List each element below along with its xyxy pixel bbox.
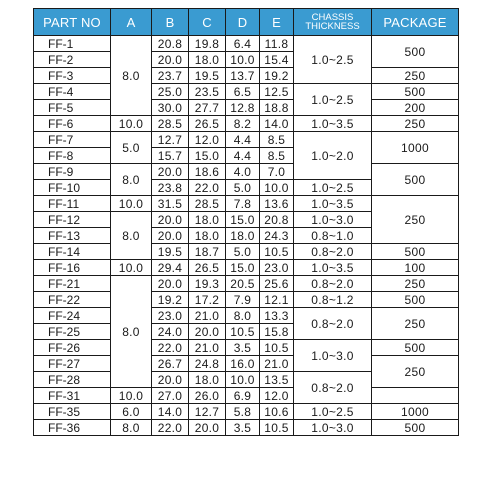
cell-e: 13.5 bbox=[260, 372, 294, 388]
cell-b: 20.0 bbox=[152, 212, 189, 228]
cell-part: FF-16 bbox=[34, 260, 111, 276]
cell-e: 23.0 bbox=[260, 260, 294, 276]
cell-chassis: 0.8~1.2 bbox=[294, 292, 372, 308]
cell-package: 250 bbox=[372, 308, 459, 340]
table-row bbox=[34, 116, 459, 132]
header-a: A bbox=[111, 9, 152, 36]
cell-e: 21.0 bbox=[260, 356, 294, 372]
cell-e: 18.8 bbox=[260, 100, 294, 116]
cell-c: 24.8 bbox=[189, 356, 226, 372]
cell-d: 13.7 bbox=[226, 68, 260, 84]
cell-c: 18.0 bbox=[189, 52, 226, 68]
cell-chassis: 0.8~2.0 bbox=[294, 372, 372, 404]
cell-a: 8.0 bbox=[111, 164, 152, 196]
cell-c: 21.0 bbox=[189, 340, 226, 356]
cell-b: 23.7 bbox=[152, 68, 189, 84]
cell-chassis: 1.0~2.5 bbox=[294, 84, 372, 116]
cell-b: 27.0 bbox=[152, 388, 189, 404]
cell-package: 250 bbox=[372, 276, 459, 292]
cell-c: 26.5 bbox=[189, 260, 226, 276]
cell-e: 13.3 bbox=[260, 308, 294, 324]
table-row bbox=[34, 340, 459, 356]
cell-package: 500 bbox=[372, 420, 459, 436]
cell-d: 15.0 bbox=[226, 260, 260, 276]
table-row bbox=[34, 356, 459, 372]
cell-c: 18.0 bbox=[189, 212, 226, 228]
cell-b: 20.8 bbox=[152, 36, 189, 52]
cell-e: 25.6 bbox=[260, 276, 294, 292]
cell-e: 15.4 bbox=[260, 52, 294, 68]
table-row bbox=[34, 404, 459, 420]
cell-d: 5.0 bbox=[226, 244, 260, 260]
cell-e: 15.8 bbox=[260, 324, 294, 340]
cell-d: 20.5 bbox=[226, 276, 260, 292]
cell-b: 25.0 bbox=[152, 84, 189, 100]
cell-e: 8.5 bbox=[260, 132, 294, 148]
cell-chassis: 0.8~1.0 bbox=[294, 228, 372, 244]
cell-c: 19.5 bbox=[189, 68, 226, 84]
cell-part: FF-3 bbox=[34, 68, 111, 84]
header-chassis-line1: CHASSIS bbox=[311, 12, 354, 23]
cell-b: 20.0 bbox=[152, 228, 189, 244]
cell-package: 500 bbox=[372, 340, 459, 356]
cell-a: 8.0 bbox=[111, 276, 152, 388]
cell-package: 1000 bbox=[372, 132, 459, 164]
cell-d: 3.5 bbox=[226, 340, 260, 356]
cell-c: 12.0 bbox=[189, 132, 226, 148]
table-row bbox=[34, 164, 459, 180]
cell-c: 17.2 bbox=[189, 292, 226, 308]
cell-c: 21.0 bbox=[189, 308, 226, 324]
cell-e: 12.5 bbox=[260, 84, 294, 100]
table-row bbox=[34, 100, 459, 116]
table-row bbox=[34, 36, 459, 52]
cell-package: 250 bbox=[372, 116, 459, 132]
cell-part: FF-4 bbox=[34, 84, 111, 100]
cell-chassis: 1.0~3.0 bbox=[294, 212, 372, 228]
cell-part: FF-5 bbox=[34, 100, 111, 116]
cell-c: 28.5 bbox=[189, 196, 226, 212]
cell-part: FF-6 bbox=[34, 116, 111, 132]
cell-b: 26.7 bbox=[152, 356, 189, 372]
table-row bbox=[34, 420, 459, 436]
cell-part: FF-9 bbox=[34, 164, 111, 180]
cell-b: 23.8 bbox=[152, 180, 189, 196]
cell-part: FF-21 bbox=[34, 276, 111, 292]
cell-package bbox=[372, 388, 459, 404]
cell-part: FF-25 bbox=[34, 324, 111, 340]
cell-package: 250 bbox=[372, 356, 459, 388]
cell-c: 27.7 bbox=[189, 100, 226, 116]
cell-a: 8.0 bbox=[111, 36, 152, 116]
cell-chassis: 1.0~2.5 bbox=[294, 36, 372, 84]
cell-c: 19.8 bbox=[189, 36, 226, 52]
cell-b: 23.0 bbox=[152, 308, 189, 324]
cell-c: 26.5 bbox=[189, 116, 226, 132]
cell-e: 8.5 bbox=[260, 148, 294, 164]
cell-package: 500 bbox=[372, 164, 459, 196]
cell-d: 6.5 bbox=[226, 84, 260, 100]
cell-a: 10.0 bbox=[111, 116, 152, 132]
cell-e: 10.5 bbox=[260, 340, 294, 356]
cell-c: 18.0 bbox=[189, 228, 226, 244]
cell-d: 5.8 bbox=[226, 404, 260, 420]
header-chassis-line2: THICKNESS bbox=[305, 21, 360, 32]
table-row bbox=[34, 132, 459, 148]
cell-b: 20.0 bbox=[152, 372, 189, 388]
cell-chassis: 1.0~3.0 bbox=[294, 340, 372, 372]
table-row bbox=[34, 84, 459, 100]
cell-b: 22.0 bbox=[152, 420, 189, 436]
header-row bbox=[34, 9, 459, 36]
cell-d: 7.9 bbox=[226, 292, 260, 308]
cell-package: 250 bbox=[372, 196, 459, 244]
cell-b: 29.4 bbox=[152, 260, 189, 276]
cell-b: 31.5 bbox=[152, 196, 189, 212]
cell-chassis: 1.0~3.5 bbox=[294, 116, 372, 132]
cell-a: 8.0 bbox=[111, 420, 152, 436]
cell-c: 20.0 bbox=[189, 420, 226, 436]
cell-d: 7.8 bbox=[226, 196, 260, 212]
table-row bbox=[34, 292, 459, 308]
cell-part: FF-31 bbox=[34, 388, 111, 404]
cell-part: FF-13 bbox=[34, 228, 111, 244]
cell-d: 5.0 bbox=[226, 180, 260, 196]
cell-part: FF-35 bbox=[34, 404, 111, 420]
cell-e: 24.3 bbox=[260, 228, 294, 244]
cell-a: 10.0 bbox=[111, 388, 152, 404]
cell-a: 10.0 bbox=[111, 196, 152, 212]
cell-e: 14.0 bbox=[260, 116, 294, 132]
table-row bbox=[34, 388, 459, 404]
cell-d: 12.8 bbox=[226, 100, 260, 116]
cell-b: 20.0 bbox=[152, 164, 189, 180]
cell-d: 8.2 bbox=[226, 116, 260, 132]
cell-chassis: 1.0~2.0 bbox=[294, 132, 372, 180]
table-row bbox=[34, 308, 459, 324]
cell-b: 24.0 bbox=[152, 324, 189, 340]
cell-chassis: 0.8~2.0 bbox=[294, 244, 372, 260]
table-row bbox=[34, 196, 459, 212]
cell-part: FF-2 bbox=[34, 52, 111, 68]
cell-part: FF-8 bbox=[34, 148, 111, 164]
cell-e: 13.6 bbox=[260, 196, 294, 212]
cell-d: 4.4 bbox=[226, 132, 260, 148]
cell-c: 12.7 bbox=[189, 404, 226, 420]
cell-d: 16.0 bbox=[226, 356, 260, 372]
cell-package: 250 bbox=[372, 68, 459, 84]
cell-a: 10.0 bbox=[111, 260, 152, 276]
cell-c: 18.0 bbox=[189, 372, 226, 388]
cell-package: 500 bbox=[372, 84, 459, 100]
cell-chassis: 1.0~3.5 bbox=[294, 196, 372, 212]
cell-part: FF-14 bbox=[34, 244, 111, 260]
cell-d: 3.5 bbox=[226, 420, 260, 436]
cell-c: 18.6 bbox=[189, 164, 226, 180]
cell-b: 20.0 bbox=[152, 52, 189, 68]
cell-b: 20.0 bbox=[152, 276, 189, 292]
cell-b: 14.0 bbox=[152, 404, 189, 420]
cell-package: 500 bbox=[372, 244, 459, 260]
cell-e: 10.5 bbox=[260, 420, 294, 436]
cell-chassis: 1.0~3.0 bbox=[294, 420, 372, 436]
cell-part: FF-11 bbox=[34, 196, 111, 212]
cell-d: 6.9 bbox=[226, 388, 260, 404]
header-d: D bbox=[226, 9, 260, 36]
cell-d: 18.0 bbox=[226, 228, 260, 244]
cell-d: 4.4 bbox=[226, 148, 260, 164]
cell-e: 10.6 bbox=[260, 404, 294, 420]
cell-part: FF-10 bbox=[34, 180, 111, 196]
cell-chassis: 0.8~2.0 bbox=[294, 308, 372, 340]
cell-a: 5.0 bbox=[111, 132, 152, 164]
cell-a: 6.0 bbox=[111, 404, 152, 420]
cell-b: 19.2 bbox=[152, 292, 189, 308]
cell-package: 1000 bbox=[372, 404, 459, 420]
cell-part: FF-27 bbox=[34, 356, 111, 372]
cell-part: FF-1 bbox=[34, 36, 111, 52]
cell-package: 200 bbox=[372, 100, 459, 116]
cell-d: 10.0 bbox=[226, 52, 260, 68]
cell-c: 18.7 bbox=[189, 244, 226, 260]
cell-e: 12.0 bbox=[260, 388, 294, 404]
cell-e: 7.0 bbox=[260, 164, 294, 180]
cell-part: FF-28 bbox=[34, 372, 111, 388]
cell-chassis: 1.0~3.5 bbox=[294, 260, 372, 276]
header-e: E bbox=[260, 9, 294, 36]
cell-c: 23.5 bbox=[189, 84, 226, 100]
cell-d: 6.4 bbox=[226, 36, 260, 52]
header-c: C bbox=[189, 9, 226, 36]
cell-c: 15.0 bbox=[189, 148, 226, 164]
cell-part: FF-26 bbox=[34, 340, 111, 356]
cell-part: FF-36 bbox=[34, 420, 111, 436]
cell-part: FF-24 bbox=[34, 308, 111, 324]
cell-part: FF-12 bbox=[34, 212, 111, 228]
cell-b: 12.7 bbox=[152, 132, 189, 148]
table-row bbox=[34, 244, 459, 260]
cell-b: 30.0 bbox=[152, 100, 189, 116]
cell-d: 4.0 bbox=[226, 164, 260, 180]
cell-d: 8.0 bbox=[226, 308, 260, 324]
cell-e: 10.0 bbox=[260, 180, 294, 196]
cell-d: 10.0 bbox=[226, 372, 260, 388]
cell-c: 19.3 bbox=[189, 276, 226, 292]
header-chassis-thickness bbox=[294, 9, 372, 36]
cell-part: FF-22 bbox=[34, 292, 111, 308]
cell-c: 22.0 bbox=[189, 180, 226, 196]
cell-b: 28.5 bbox=[152, 116, 189, 132]
cell-chassis: 1.0~2.5 bbox=[294, 180, 372, 196]
spec-table bbox=[33, 8, 459, 436]
table-row bbox=[34, 276, 459, 292]
cell-e: 20.8 bbox=[260, 212, 294, 228]
cell-d: 10.5 bbox=[226, 324, 260, 340]
cell-c: 26.0 bbox=[189, 388, 226, 404]
cell-a: 8.0 bbox=[111, 212, 152, 260]
cell-c: 20.0 bbox=[189, 324, 226, 340]
cell-e: 11.8 bbox=[260, 36, 294, 52]
table-body bbox=[34, 36, 459, 436]
table-row bbox=[34, 68, 459, 84]
cell-e: 19.2 bbox=[260, 68, 294, 84]
cell-e: 12.1 bbox=[260, 292, 294, 308]
header-package: PACKAGE bbox=[372, 9, 459, 36]
cell-b: 22.0 bbox=[152, 340, 189, 356]
cell-b: 19.5 bbox=[152, 244, 189, 260]
cell-b: 15.7 bbox=[152, 148, 189, 164]
cell-package: 500 bbox=[372, 292, 459, 308]
cell-chassis: 1.0~2.5 bbox=[294, 404, 372, 420]
cell-package: 100 bbox=[372, 260, 459, 276]
table-row bbox=[34, 260, 459, 276]
cell-part: FF-7 bbox=[34, 132, 111, 148]
cell-chassis: 0.8~2.0 bbox=[294, 276, 372, 292]
header-b: B bbox=[152, 9, 189, 36]
header-part-no: PART NO bbox=[34, 9, 111, 36]
cell-package: 500 bbox=[372, 36, 459, 68]
cell-e: 10.5 bbox=[260, 244, 294, 260]
cell-d: 15.0 bbox=[226, 212, 260, 228]
